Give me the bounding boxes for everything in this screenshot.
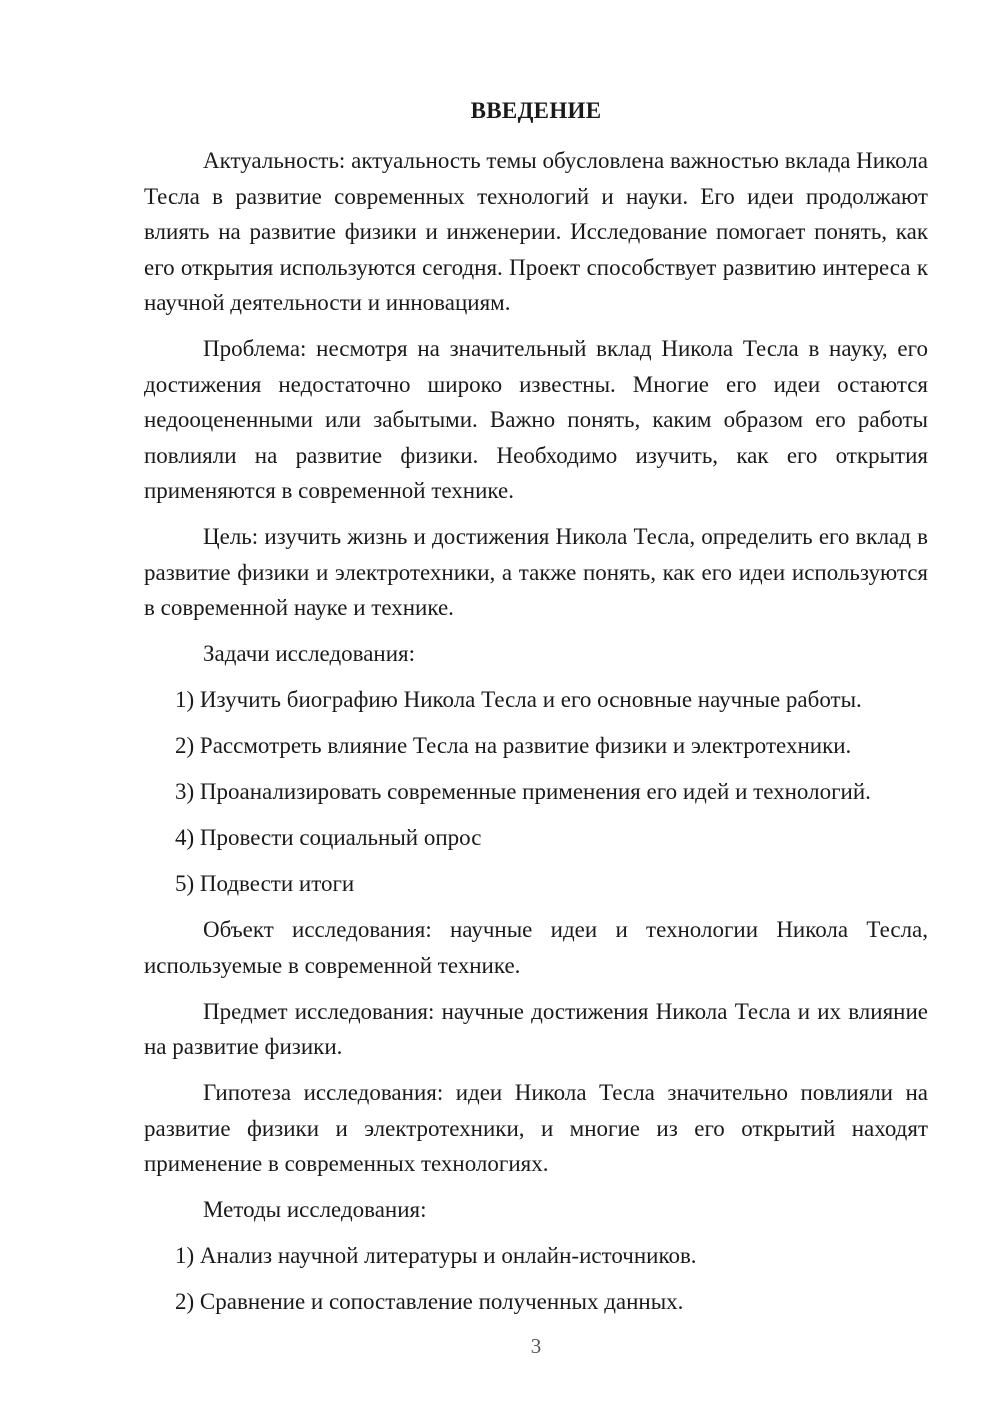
problem-paragraph: Проблема: несмотря на значительный вклад Никола Тесла в науку, его достижения недостаточно широко известны. Многие его идеи остаются недооцененными или забытыми. Важно понять, каким образом его работы повлияли на развитие физики. Необходимо изучить, как его открытия применяются в современной технике. (144, 336, 928, 503)
task-item-3: 3) Проанализировать современные применения его идей и технологий. (175, 779, 871, 804)
relevance-paragraph: Актуальность: актуальность темы обусловлена важностью вклада Никола Тесла в развитие современных технологий и науки. Его идеи продолжают влиять на развитие физики и инженерии. Исследование помогает понять, как его открытия используются сегодня. Проект способствует развитию интереса к научной деятельности и инновациям. (144, 148, 928, 315)
page-title: ВВЕДЕНИЕ (470, 98, 602, 123)
object-paragraph: Объект исследования: научные идеи и технологии Никола Тесла, используемые в современной технике. (144, 917, 928, 978)
task-item-5: 5) Подвести итоги (175, 871, 355, 896)
goal-paragraph: Цель: изучить жизнь и достижения Никола Тесла, определить его вклад в развитие физики и электротехники, а также понять, как его идеи используются в современной науке и технике. (144, 524, 928, 620)
methods-heading: Методы исследования: (203, 1197, 427, 1222)
task-item-4: 4) Провести социальный опрос (175, 825, 482, 850)
method-item-2: 2) Сравнение и сопоставление полученных данных. (175, 1289, 684, 1314)
hypothesis-paragraph: Гипотеза исследования: идеи Никола Тесла значительно повлияли на развитие физики и электротехники, и многие из его открытий находят применение в современных технологиях. (144, 1080, 928, 1176)
subject-paragraph: Предмет исследования: научные достижения Никола Тесла и их влияние на развитие физики. (144, 998, 928, 1059)
document-body (144, 143, 928, 1330)
method-item-1: 1) Анализ научной литературы и онлайн-источников. (175, 1243, 697, 1268)
tasks-heading: Задачи исследования: (203, 641, 416, 666)
task-item-1: 1) Изучить биографию Никола Тесла и его основные научные работы. (175, 687, 862, 712)
page-number: 3 (530, 1334, 542, 1358)
task-item-2: 2) Рассмотреть влияние Тесла на развитие физики и электротехники. (175, 733, 852, 758)
